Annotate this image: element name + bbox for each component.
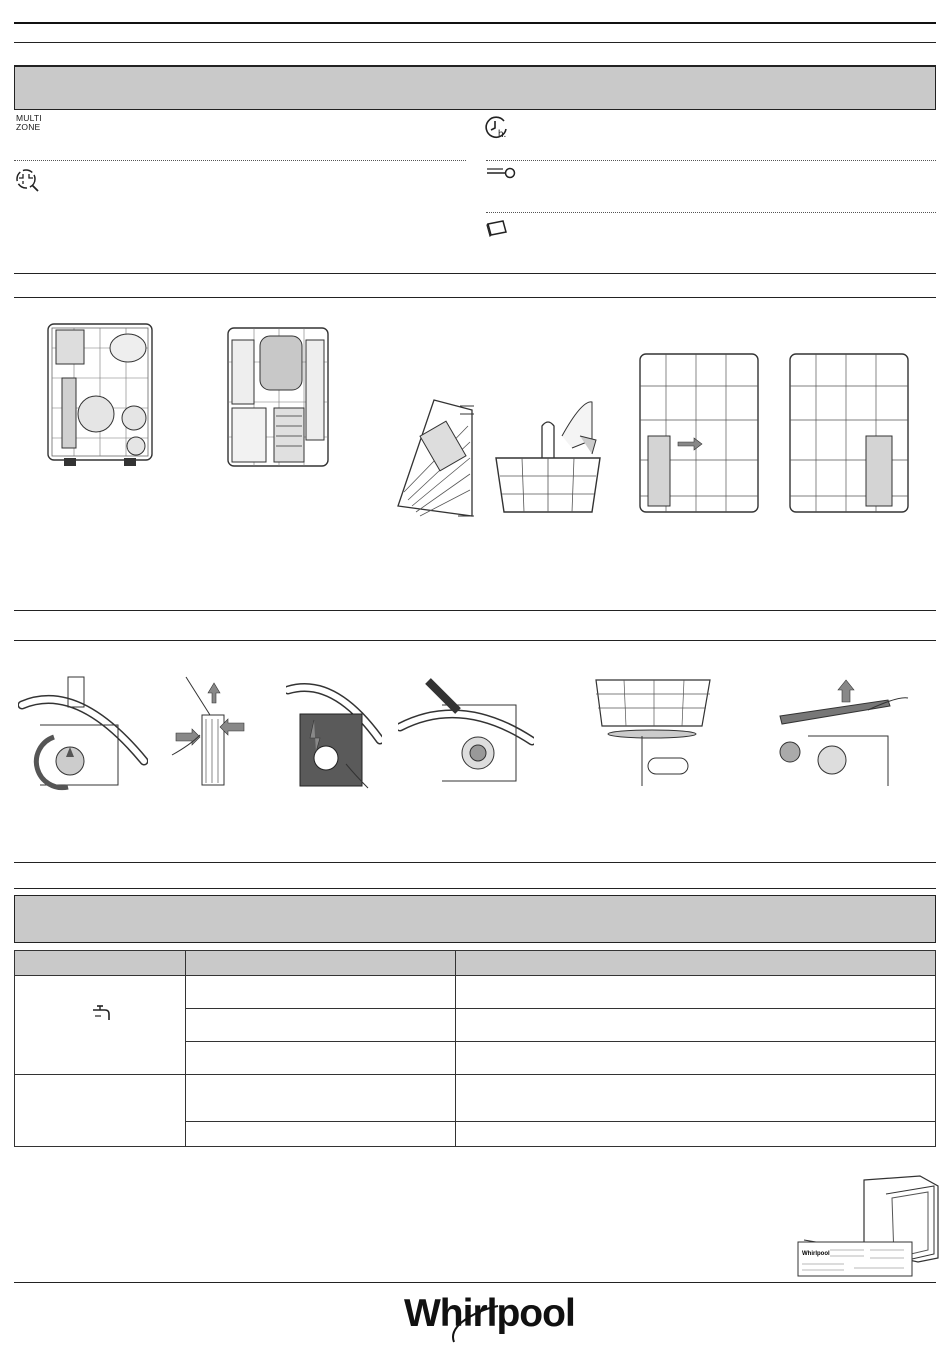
rule xyxy=(14,610,936,611)
cutlery-basket-illustration xyxy=(492,396,604,518)
rule xyxy=(14,862,936,863)
lower-spray-arm-remove-illustration xyxy=(778,676,910,788)
table-cell xyxy=(15,1075,186,1147)
section-banner-options xyxy=(14,66,936,110)
logo-text: Whirlpool xyxy=(404,1292,575,1335)
table-cell xyxy=(185,1075,455,1122)
tablet-icon xyxy=(485,219,509,237)
zone-wash-icon xyxy=(15,168,41,194)
dotted-divider xyxy=(14,160,466,161)
basket-insert-right-illustration xyxy=(786,350,912,516)
delay-start-clock-icon xyxy=(484,115,510,141)
table-cell xyxy=(185,1122,455,1147)
table-row xyxy=(15,1075,936,1122)
door-lock-key-icon xyxy=(485,166,517,180)
table-row xyxy=(15,976,936,1009)
rule xyxy=(14,888,936,889)
multizone-line2: ZONE xyxy=(16,122,41,132)
upper-basket-loading-illustration xyxy=(224,322,332,470)
multizone-icon xyxy=(16,114,42,132)
table-cell xyxy=(15,976,186,1075)
spray-arm-rotate-illustration xyxy=(18,675,148,799)
table-cell xyxy=(455,1009,935,1042)
filter-insert-illustration xyxy=(398,675,534,785)
rule xyxy=(14,640,936,641)
table-header-cell xyxy=(185,951,455,976)
table-header-cell xyxy=(455,951,935,976)
table-cell xyxy=(455,1042,935,1075)
rule xyxy=(14,42,936,43)
table-cell xyxy=(455,1075,935,1122)
rule xyxy=(14,297,936,298)
rating-plate-brand: Whirlpool xyxy=(802,1251,830,1257)
dotted-divider xyxy=(486,160,936,161)
table-cell xyxy=(455,1122,935,1147)
rule xyxy=(14,273,936,274)
table-header-cell xyxy=(15,951,186,976)
upper-spray-arm-remove-illustration xyxy=(594,676,712,788)
dotted-divider xyxy=(486,212,936,213)
table-header-row xyxy=(15,951,936,976)
multizone-line1: MULTI xyxy=(16,113,42,123)
side-rack-illustration xyxy=(388,396,478,526)
table-cell xyxy=(185,1009,455,1042)
filter-clean-illustration xyxy=(286,680,382,790)
rating-plate-location-illustration xyxy=(794,1170,942,1280)
troubleshooting-table xyxy=(14,950,936,1147)
tap-icon xyxy=(91,1004,113,1022)
table-cell xyxy=(185,976,455,1009)
logo-swoosh xyxy=(448,1302,508,1348)
section-banner-troubleshooting xyxy=(14,895,936,943)
filter-remove-illustration xyxy=(170,675,250,793)
lower-basket-loading-illustration xyxy=(44,318,156,468)
svg-text:h.: h. xyxy=(498,129,507,140)
table-cell xyxy=(185,1042,455,1075)
table-cell xyxy=(455,976,935,1009)
basket-insert-left-illustration xyxy=(636,350,762,516)
top-rule xyxy=(14,22,936,24)
rule xyxy=(14,1282,936,1283)
